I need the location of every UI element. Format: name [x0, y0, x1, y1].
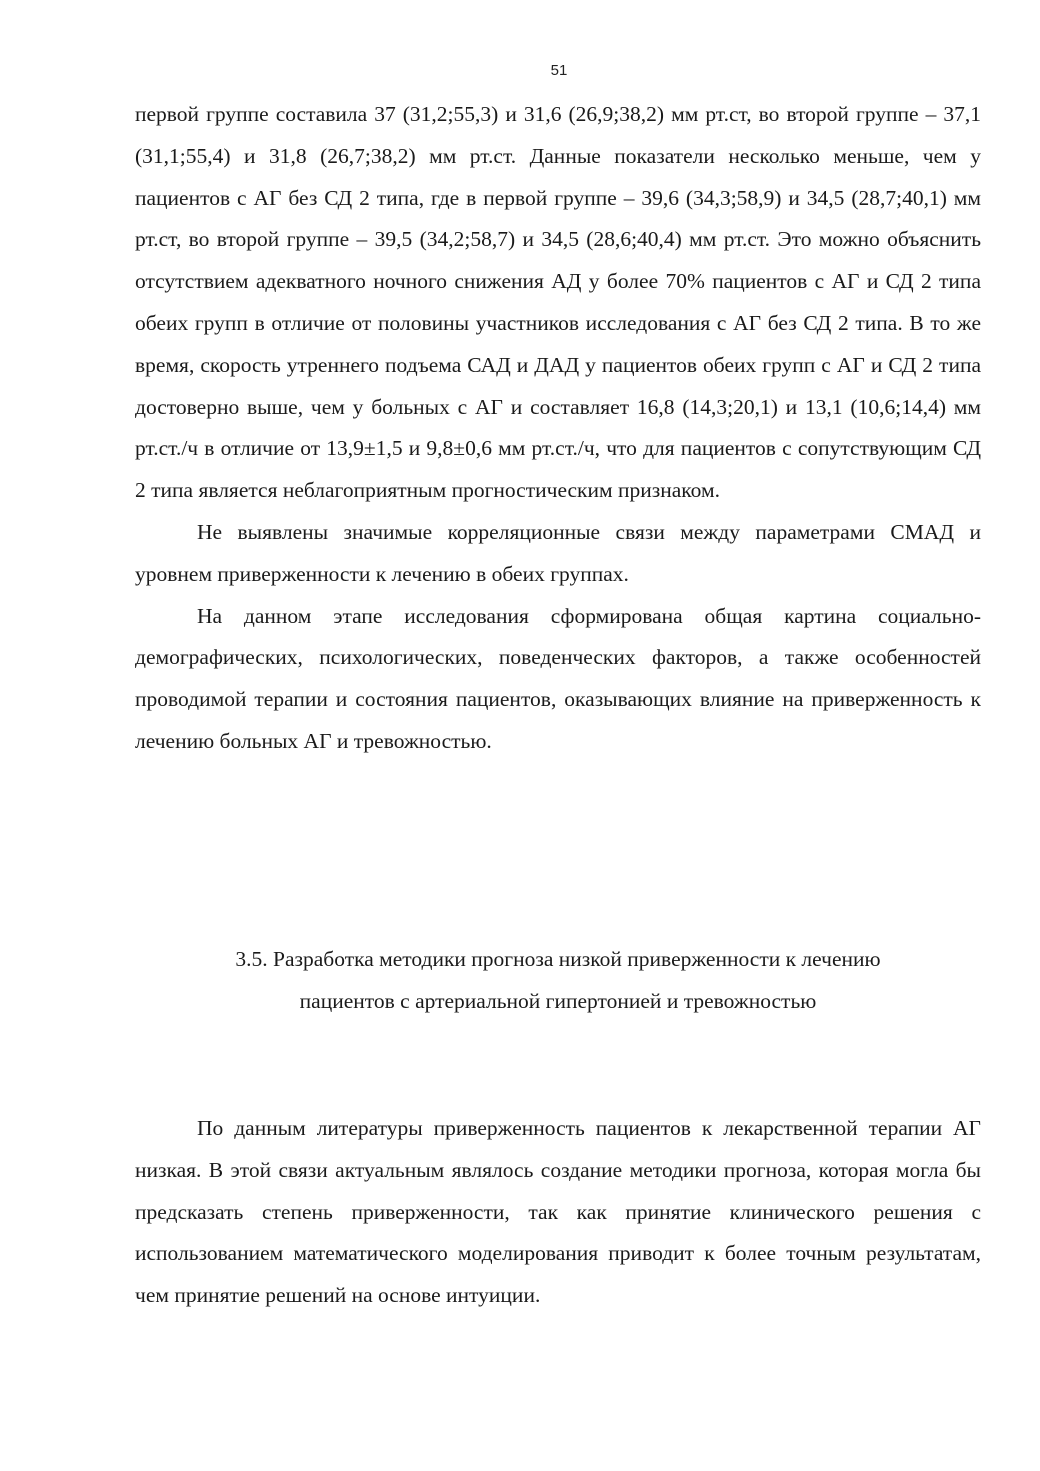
section-heading-line-2: пациентов с артериальной гипертонией и тревожностью — [299, 988, 817, 1013]
paragraph-continuation: первой группе составила 37 (31,2;55,3) и 31,6 (26,9;38,2) мм рт.ст, во второй группе – 37,1 (31,1;55,4) и 31,8 (26,7;38,2) мм рт.ст. Данные показатели несколько меньше, чем у пациентов с АГ без СД 2 типа, где в первой группе – 39,6 (34,3;58,9) и 34,5 (28,7;40,1) мм рт.ст, во второй группе – 39,5 (34,2;58,7) и 34,5 (28,6;40,4) мм рт.ст. Это можно объяснить отсутствием адекватного ночного снижения АД у более 70% пациентов с АГ и СД 2 типа обеих групп в отличие от половины участников исследования с АГ без СД 2 типа. В то же время, скорость утреннего подъема САД и ДАД у пациентов обеих групп с АГ и СД 2 типа достоверно выше, чем у больных с АГ и составляет 16,8 (14,3;20,1) и 13,1 (10,6;14,4) мм рт.ст./ч в отличие от 13,9±1,5 и 9,8±0,6 мм рт.ст./ч, что для пациентов с сопутствующим СД 2 типа является неблагоприятным прогностическим признаком. — [135, 102, 981, 503]
section-heading-line-1: 3.5. Разработка методики прогноза низкой приверженности к лечению — [235, 947, 881, 971]
section-heading — [135, 939, 981, 1023]
body-text-bottom — [135, 1108, 981, 1317]
paragraph-literature: По данным литературы приверженность пациентов к лекарственной терапии АГ низкая. В этой связи актуальным являлось создание методики прогноза, которая могла бы предсказать степень приверженности, так как принятие клинического решения с использованием математического моделирования приводит к более точным результатам, чем принятие решений на основе интуиции. — [135, 1116, 981, 1308]
page-number: 51 — [550, 62, 568, 79]
paragraph-correlation: Не выявлены значимые корреляционные связи между параметрами СМАД и уровнем приверженности к лечению в обеих группах. — [135, 519, 981, 586]
body-text-top — [135, 94, 981, 763]
paragraph-summary: На данном этапе исследования сформирована общая картина социально-демографических, психологических, поведенческих факторов, а также особенностей проводимой терапии и состояния пациентов, оказывающих влияние на приверженность к лечению больных АГ и тревожностью. — [135, 603, 981, 753]
